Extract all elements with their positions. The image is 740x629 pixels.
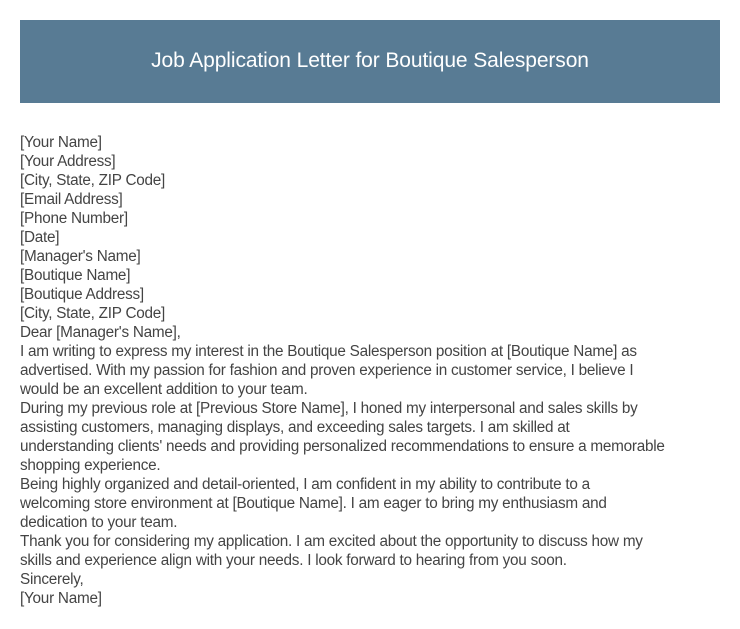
paragraph-line: would be an excellent addition to your team. (20, 381, 308, 398)
paragraph-experience (20, 399, 725, 475)
paragraph-line: dedication to your team. (20, 514, 178, 531)
paragraph-line: skills and experience align with your needs. I look forward to hearing from you soon. (20, 552, 567, 569)
paragraph-line: During my previous role at [Previous Store Name], I honed my interpersonal and sales skills by (20, 400, 638, 417)
recipient-city-state-zip: [City, State, ZIP Code] (20, 305, 166, 322)
sender-phone: [Phone Number] (20, 210, 128, 227)
paragraph-line: shopping experience. (20, 457, 161, 474)
paragraph-line: I am writing to express my interest in the Boutique Salesperson position at [Boutique Name] as (20, 343, 637, 360)
sender-email: [Email Address] (20, 191, 123, 208)
recipient-block (20, 247, 725, 323)
recipient-manager-name: [Manager's Name] (20, 248, 141, 265)
sender-address: [Your Address] (20, 153, 116, 170)
paragraph-line: Being highly organized and detail-oriented, I am confident in my ability to contribute to a (20, 476, 590, 493)
paragraph-qualities (20, 475, 725, 532)
paragraph-intro (20, 342, 725, 399)
closing: Sincerely, (20, 571, 84, 588)
page-header (20, 20, 720, 103)
paragraph-line: Thank you for considering my application. I am excited about the opportunity to discuss how my (20, 533, 643, 550)
sender-name: [Your Name] (20, 134, 102, 151)
page-title: Job Application Letter for Boutique Salesperson (151, 48, 589, 72)
paragraph-line: assisting customers, managing displays, and exceeding sales targets. I am skilled at (20, 419, 570, 436)
salutation: Dear [Manager's Name], (20, 324, 181, 341)
letter-date: [Date] (20, 229, 60, 246)
letter-body (20, 133, 725, 608)
paragraph-line: welcoming store environment at [Boutique Name]. I am eager to bring my enthusiasm and (20, 495, 607, 512)
paragraph-line: advertised. With my passion for fashion and proven experience in customer service, I believe I (20, 362, 634, 379)
recipient-boutique-address: [Boutique Address] (20, 286, 144, 303)
paragraph-line: understanding clients' needs and providing personalized recommendations to ensure a memorable (20, 438, 665, 455)
paragraph-thanks (20, 532, 725, 570)
sender-block (20, 133, 725, 247)
recipient-boutique-name: [Boutique Name] (20, 267, 131, 284)
signature: [Your Name] (20, 590, 102, 607)
sender-city-state-zip: [City, State, ZIP Code] (20, 172, 166, 189)
